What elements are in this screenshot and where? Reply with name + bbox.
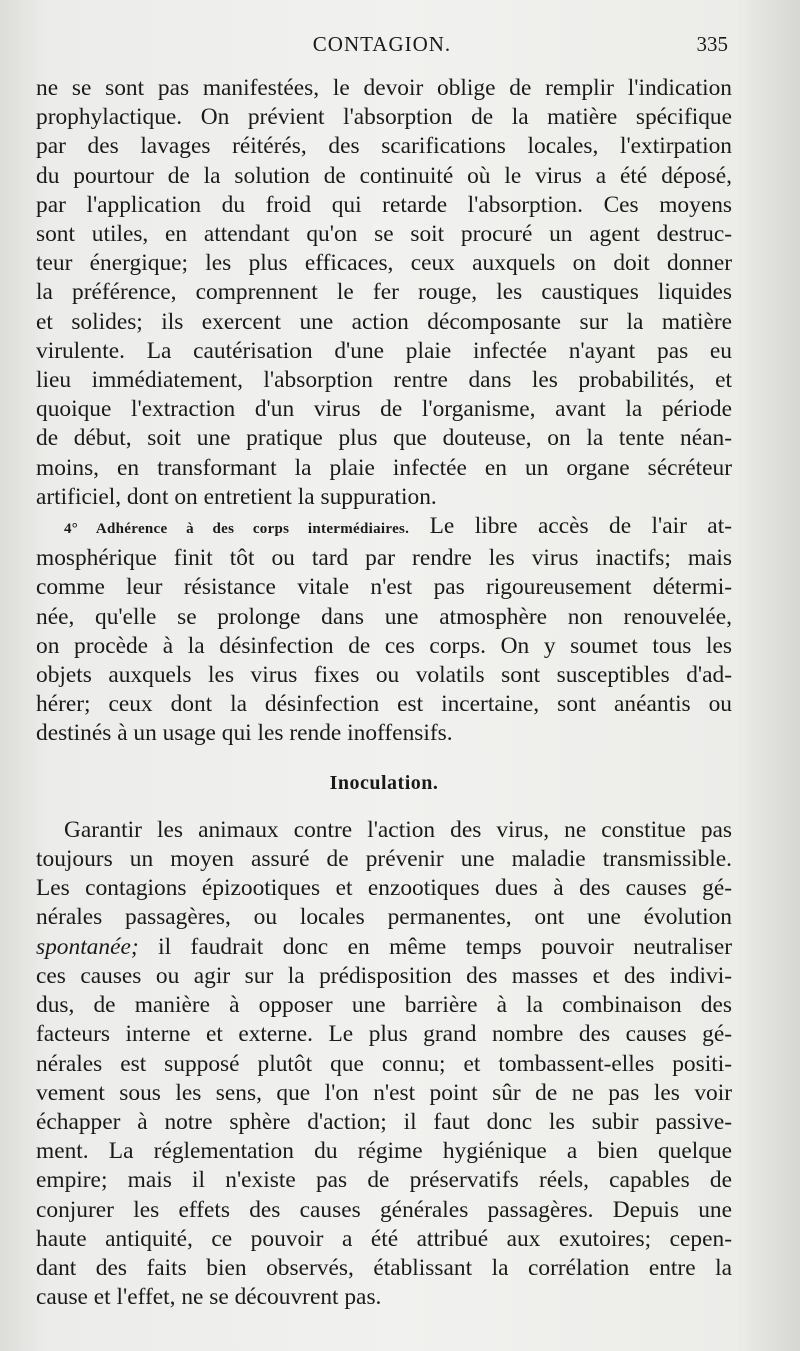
text-line: moins, en transformant la plaie infectée en un organe sécréteur	[36, 454, 732, 481]
paragraph-2	[36, 512, 732, 749]
paragraph-3	[36, 816, 732, 1312]
text-line: virulente. La cautérisation d'une plaie infectée n'ayant pas eu	[36, 337, 732, 364]
text-line: par l'application du froid qui retarde l'absorption. Ces moyens	[36, 191, 732, 218]
text-line: et solides; ils exercent une action décomposante sur la matière	[36, 308, 732, 335]
text-line: comme leur résistance vitale n'est pas rigoureusement détermi-	[36, 574, 732, 601]
paragraph-1	[36, 74, 732, 512]
text-line: facteurs interne et externe. Le plus grand nombre des causes gé-	[36, 1021, 732, 1048]
text-line: prophylactique. On prévient l'absorption de la matière spécifique	[36, 104, 732, 131]
text-line: Garantir les animaux contre l'action des virus, ne constitue pas	[64, 816, 732, 843]
text-line	[36, 933, 732, 962]
text-line: artificiel, dont on entretient la suppuration.	[36, 483, 437, 510]
text-line: échapper à notre sphère d'action; il faut donc les subir passive-	[36, 1108, 732, 1135]
page-header	[36, 32, 728, 60]
text-line: destinés à un usage qui les rende inoffensifs.	[36, 720, 453, 747]
text-line: née, qu'elle se prolonge dans une atmosphère non renouvelée,	[36, 603, 732, 630]
text-line: dant des faits bien observés, établissant la corrélation entre la	[36, 1254, 732, 1281]
text-line: hérer; ceux dont la désinfection est incertaine, sont anéantis ou	[36, 691, 732, 718]
text-line: de début, soit une pratique plus que douteuse, on la tente néan-	[36, 425, 732, 452]
text-line	[36, 512, 732, 544]
text-line: sont utiles, en attendant qu'on se soit procuré un agent destruc-	[36, 221, 732, 248]
text-line: teur énergique; les plus efficaces, ceux auxquels on doit donner	[36, 250, 732, 277]
section-heading: Inoculation.	[329, 771, 439, 794]
text-line: lieu immédiatement, l'absorption rentre dans les probabilités, et	[36, 367, 732, 394]
running-title: CONTAGION.	[312, 32, 452, 56]
text-line: mosphérique finit tôt ou tard par rendre les virus inactifs; mais	[36, 545, 732, 572]
text-line: nérales passagères, ou locales permanentes, ont une évolution	[36, 904, 732, 931]
text-line: la préférence, comprennent le fer rouge, les caustiques liquides	[36, 279, 732, 306]
runin-heading: 4° Adhérence à des corps intermédiaires.	[64, 521, 410, 538]
text-fragment: Le libre accès de l'air at-	[429, 513, 732, 540]
body-text	[36, 74, 732, 1312]
text-line: toujours un moyen assuré de prévenir une maladie transmissible.	[36, 846, 732, 873]
text-line: conjurer les effets des causes générales passagères. Depuis une	[36, 1196, 732, 1223]
page-number: 335	[696, 32, 728, 56]
text-line: du pourtour de la solution de continuité où le virus a été déposé,	[36, 162, 732, 189]
text-line: on procède à la désinfection de ces corps. On y soumet tous les	[36, 632, 732, 659]
text-line: haute antiquité, ce pouvoir a été attribué aux exutoires; cepen-	[36, 1225, 732, 1252]
text-line: par des lavages réitérés, des scarifications locales, l'extirpation	[36, 133, 732, 160]
text-line: dus, de manière à opposer une barrière à la combinaison des	[36, 992, 732, 1019]
text-line: quoique l'extraction d'un virus de l'organisme, avant la période	[36, 396, 732, 423]
text-line: Les contagions épizootiques et enzootiques dues à des causes gé-	[36, 875, 732, 902]
text-line: vement sous les sens, que l'on n'est point sûr de ne pas les voir	[36, 1079, 732, 1106]
text-line: ces causes ou agir sur la prédisposition des masses et des indivi-	[36, 962, 732, 989]
text-line: ne se sont pas manifestées, le devoir oblige de remplir l'indication	[36, 75, 732, 101]
text-line: cause et l'effet, ne se découvrent pas.	[36, 1284, 382, 1311]
text-line: ment. La réglementation du régime hygiénique a bien quelque	[36, 1138, 732, 1165]
text-line: empire; mais il n'existe pas de préservatifs réels, capables de	[36, 1167, 732, 1194]
text-line: objets auxquels les virus fixes ou volatils sont susceptibles d'ad-	[36, 662, 732, 689]
text-fragment: il faudrait donc en même temps pouvoir neutraliser	[158, 933, 732, 960]
italic-word: spontanée;	[36, 933, 139, 960]
text-line: nérales est supposé plutôt que connu; et tombassent-elles positi-	[36, 1050, 732, 1077]
